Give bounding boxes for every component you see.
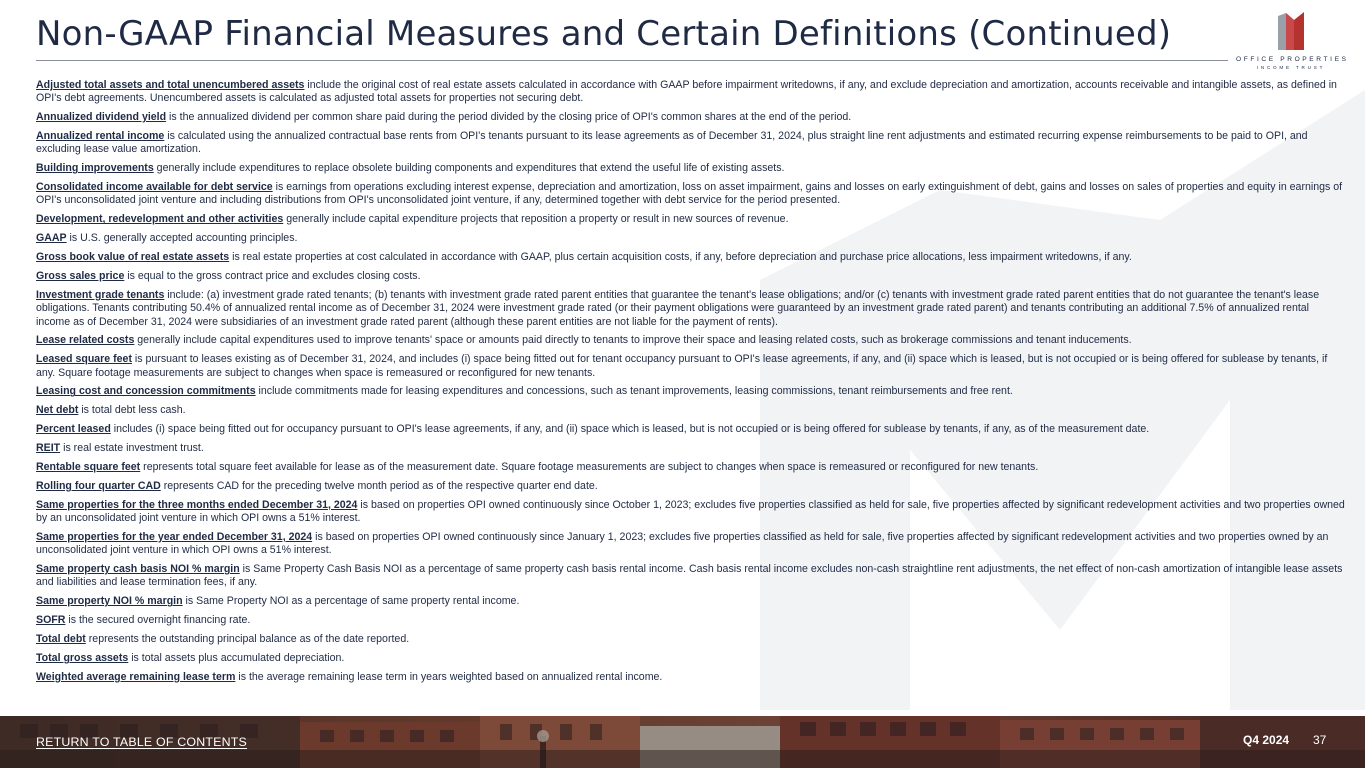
definition-text: is calculated using the annualized contractual base rents from OPI's tenants pursuant to its lease agreements as of December 31, 2024, plus straight line rent adjustments and estimated recurring expense reimbursements to be paid to OPI, and excluding lease value amortization. [36,130,1308,156]
definition-term: Annualized dividend yield [36,111,167,124]
definition-item [36,353,1346,380]
definition-term: Consolidated income available for debt service [36,181,273,194]
definition-item [36,111,1346,124]
definition-item [36,442,1346,455]
definition-term: Net debt [36,404,79,417]
definition-text: represents CAD for the preceding twelve month period as of the respective quarter end date. [160,479,598,492]
logo-subname: INCOME TRUST [1256,65,1326,70]
definition-item [36,130,1346,157]
definition-text: generally include capital expenditures used to improve tenants' space or amounts paid directly to tenants to improve their space and leasing related costs, such as brokerage commissions and tenant inducements. [134,334,1132,347]
definition-item [36,614,1346,627]
definition-item [36,423,1346,436]
definition-item [36,499,1346,526]
definition-text: generally include capital expenditure projects that reposition a property or result in new sources of revenue. [283,213,789,226]
definition-item [36,595,1346,608]
title-divider [36,60,1228,61]
definition-item [36,633,1346,646]
definition-term: GAAP [36,232,67,245]
definition-text: is U.S. generally accepted accounting principles. [66,232,298,245]
definition-item [36,404,1346,417]
footer-band [0,716,1365,768]
page-number: 37 [1313,733,1327,747]
definition-item [36,480,1346,493]
return-to-toc-link[interactable]: RETURN TO TABLE OF CONTENTS [36,735,248,749]
logo-name: OFFICE PROPERTIES [1236,56,1349,63]
definition-term: Same properties for the year ended December 31, 2024 [36,531,313,543]
definition-term: Adjusted total assets and total unencumbered assets [36,79,305,91]
definition-text: is the secured overnight financing rate. [65,614,251,627]
definition-term: Rentable square feet [36,461,141,474]
definition-text: is the average remaining lease term in years weighted based on annualized rental income. [235,670,663,683]
definition-term: Same properties for the three months ended December 31, 2024 [36,498,358,511]
definition-term: SOFR [36,614,66,627]
definition-item [36,162,1346,175]
definition-term: Weighted average remaining lease term [36,670,236,683]
page-title: Non-GAAP Financial Measures and Certain Definitions (Continued) [36,14,1172,54]
definition-term: Percent leased [36,423,111,436]
definition-term: Gross book value of real estate assets [36,251,230,264]
definition-item [36,289,1346,329]
quarter-label: Q4 2024 [1243,733,1290,747]
definition-term: Total debt [36,633,86,646]
definition-text: represents the outstanding principal balance as of the date reported. [85,633,410,646]
definition-text: is earnings from operations excluding interest expense, depreciation and amortization, loss on asset impairment, gains and losses on early extinguishment of debt, gains and losses on sales of properties and equity in earnings of OPI's unconsolidated joint venture and including distributions from OPI's unconsolidated joint venture, if any, determined together with debt service for the period presented. [36,181,1343,207]
definition-text: include the original cost of real estate assets calculated in accordance with GAAP before impairment writedowns, if any, and exclude depreciation and amortization, accounts receivable and intangible assets, as defined in OPI's debt agreements. Unencumbered assets is calculated as adjusted total assets for properties not securing debt. [36,79,1337,105]
definition-item [36,181,1346,208]
definition-text: is pursuant to leases existing as of December 31, 2024, and includes (i) space being fitted out for tenant occupancy pursuant to OPI's lease agreements, if any, and (ii) space which is leased, but is not occupied or is being offered for sublease by tenants, if any. Square footage measurements are subject to changes when space is remeasured or reconfigured for new tenants. [36,353,1328,379]
definition-term: Same property cash basis NOI % margin [36,563,240,576]
definition-text: is Same Property Cash Basis NOI as a percentage of same property cash basis rental income. Cash basis rental income excludes non-cash straightline rent adjustments, the net effect of non-cash amortization of intangible lease assets and liabilities and lease termination fees, if any. [36,563,1343,589]
definition-item [36,334,1346,347]
definition-text: includes (i) space being fitted out for occupancy pursuant to OPI's lease agreements, if any, and (ii) space which is leased, but is not occupied or is being offered for sublease by tenants, if any, as of the measurement date. [110,423,1150,436]
definition-item [36,232,1346,245]
definition-term: Gross sales price [36,270,125,283]
definition-item [36,213,1346,226]
definition-text: is equal to the gross contract price and excludes closing costs. [124,270,421,283]
definition-item [36,461,1346,474]
definition-item [36,531,1346,558]
definition-item [36,652,1346,665]
definition-term: Lease related costs [36,334,135,347]
definition-text: is total debt less cash. [78,404,186,417]
logo-mark-icon [1278,12,1304,50]
definition-text: is the annualized dividend per common share paid during the period divided by the closing price of OPI's common shares at the end of the period. [166,111,852,124]
definition-text: is real estate investment trust. [60,442,204,455]
definition-text: is total assets plus accumulated depreciation. [128,652,345,665]
definition-item [36,79,1346,106]
definition-term: Annualized rental income [36,130,165,143]
definitions-list [36,79,1346,690]
definition-text: is real estate properties at cost calculated in accordance with GAAP, plus certain acquisition costs, if any, before depreciation and purchase price allocations, less impairment writedowns, if any. [229,251,1132,264]
definition-text: include commitments made for leasing expenditures and concessions, such as tenant improvements, leasing commissions, tenant reimbursements and free rent. [255,385,1013,398]
definition-text: is based on properties OPI owned continuously since October 1, 2023; excludes five properties classified as held for sale, five properties affected by significant redevelopment activities and two properties owned by an unconsolidated joint venture in which OPI owns a 51% interest. [36,498,1345,525]
definition-term: Investment grade tenants [36,288,165,301]
definition-item [36,385,1346,398]
definition-text: generally include expenditures to replace obsolete building components and expenditures that extend the useful life of existing assets. [153,162,785,175]
definition-item [36,671,1346,684]
definition-term: Development, redevelopment and other activities [36,213,284,226]
definition-term: Rolling four quarter CAD [36,479,161,492]
definition-item [36,270,1346,283]
definition-text: represents total square feet available for lease as of the measurement date. Square footage measurements are subject to changes when space is remeasured or reconfigured for new tenants. [140,461,1039,474]
definition-text: is based on properties OPI owned continuously since January 1, 2023; excludes five properties classified as held for sale, five properties affected by significant redevelopment activities and two properties owned by an unconsolidated joint venture in which OPI owns a 51% interest. [36,531,1329,557]
company-logo [1236,12,1349,78]
definition-text: include: (a) investment grade rated tenants; (b) tenants with investment grade rated parent entities that guarantee the tenant's lease obligations; and/or (c) tenants with investment grade rated parent entities that do not guarantee the tenant's lease obligations. Tenants contributing 50.4% of annualized rental income as of December 31, 2024 were investment grade rated (or their payment obligations were guaranteed by an investment grade rated parent) and tenants contributing an additional 7.5% of annualized rental income as of December 31, 2024 were subsidiaries of an investment grade rated parent (although these parent entities are not liable for the payment of rents). [36,288,1320,328]
definition-term: Leased square feet [36,353,132,366]
definition-item [36,251,1346,264]
definition-item [36,563,1346,590]
definition-text: is Same Property NOI as a percentage of same property rental income. [182,595,520,608]
definition-term: Same property NOI % margin [36,595,183,608]
definition-term: Leasing cost and concession commitments [36,385,256,398]
definition-term: Total gross assets [36,652,129,665]
definition-term: Building improvements [36,162,154,175]
definition-term: REIT [36,442,61,455]
